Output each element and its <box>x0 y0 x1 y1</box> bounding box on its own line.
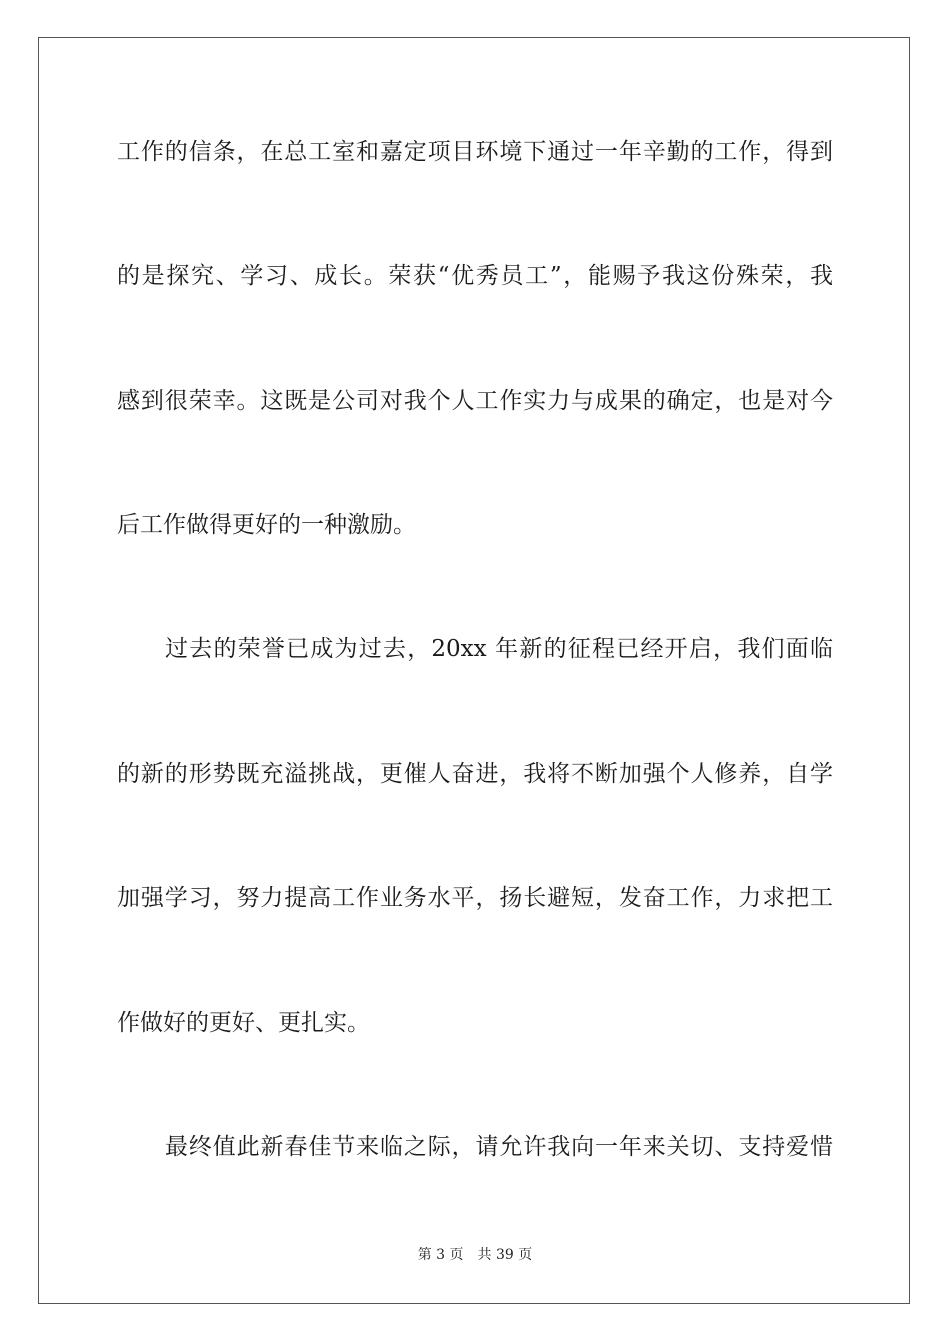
page-footer <box>0 1246 950 1264</box>
text-line: 加强学习，努力提高工作业务水平，扬长避短，发奋工作，力求把工 <box>117 885 833 911</box>
page-border <box>38 37 910 1304</box>
page-total: 共 39 页 <box>477 1247 533 1263</box>
paragraph-start-line: 最终值此新春佳节来临之际，请允许我向一年来关切、支持爱惜 <box>165 1134 833 1160</box>
text-line: 的新的形势既充溢挑战，更催人奋进，我将不断加强个人修养，自学 <box>117 761 833 787</box>
text-line: 工作的信条，在总工室和嘉定项目环境下通过一年辛勤的工作，得到 <box>117 139 833 165</box>
paragraph-start-line: 过去的荣誉已成为过去，20xx 年新的征程已经开启，我们面临 <box>165 636 833 662</box>
text-line: 后工作做得更好的一种激励。 <box>117 512 416 538</box>
text-line: 感到很荣幸。这既是公司对我个人工作实力与成果的确定，也是对今 <box>117 388 833 414</box>
page-number: 第 3 页 <box>417 1247 464 1263</box>
text-line: 的是探究、学习、成长。荣获“优秀员工”，能赐予我这份殊荣，我 <box>117 263 833 289</box>
text-line: 作做好的更好、更扎实。 <box>117 1010 370 1036</box>
